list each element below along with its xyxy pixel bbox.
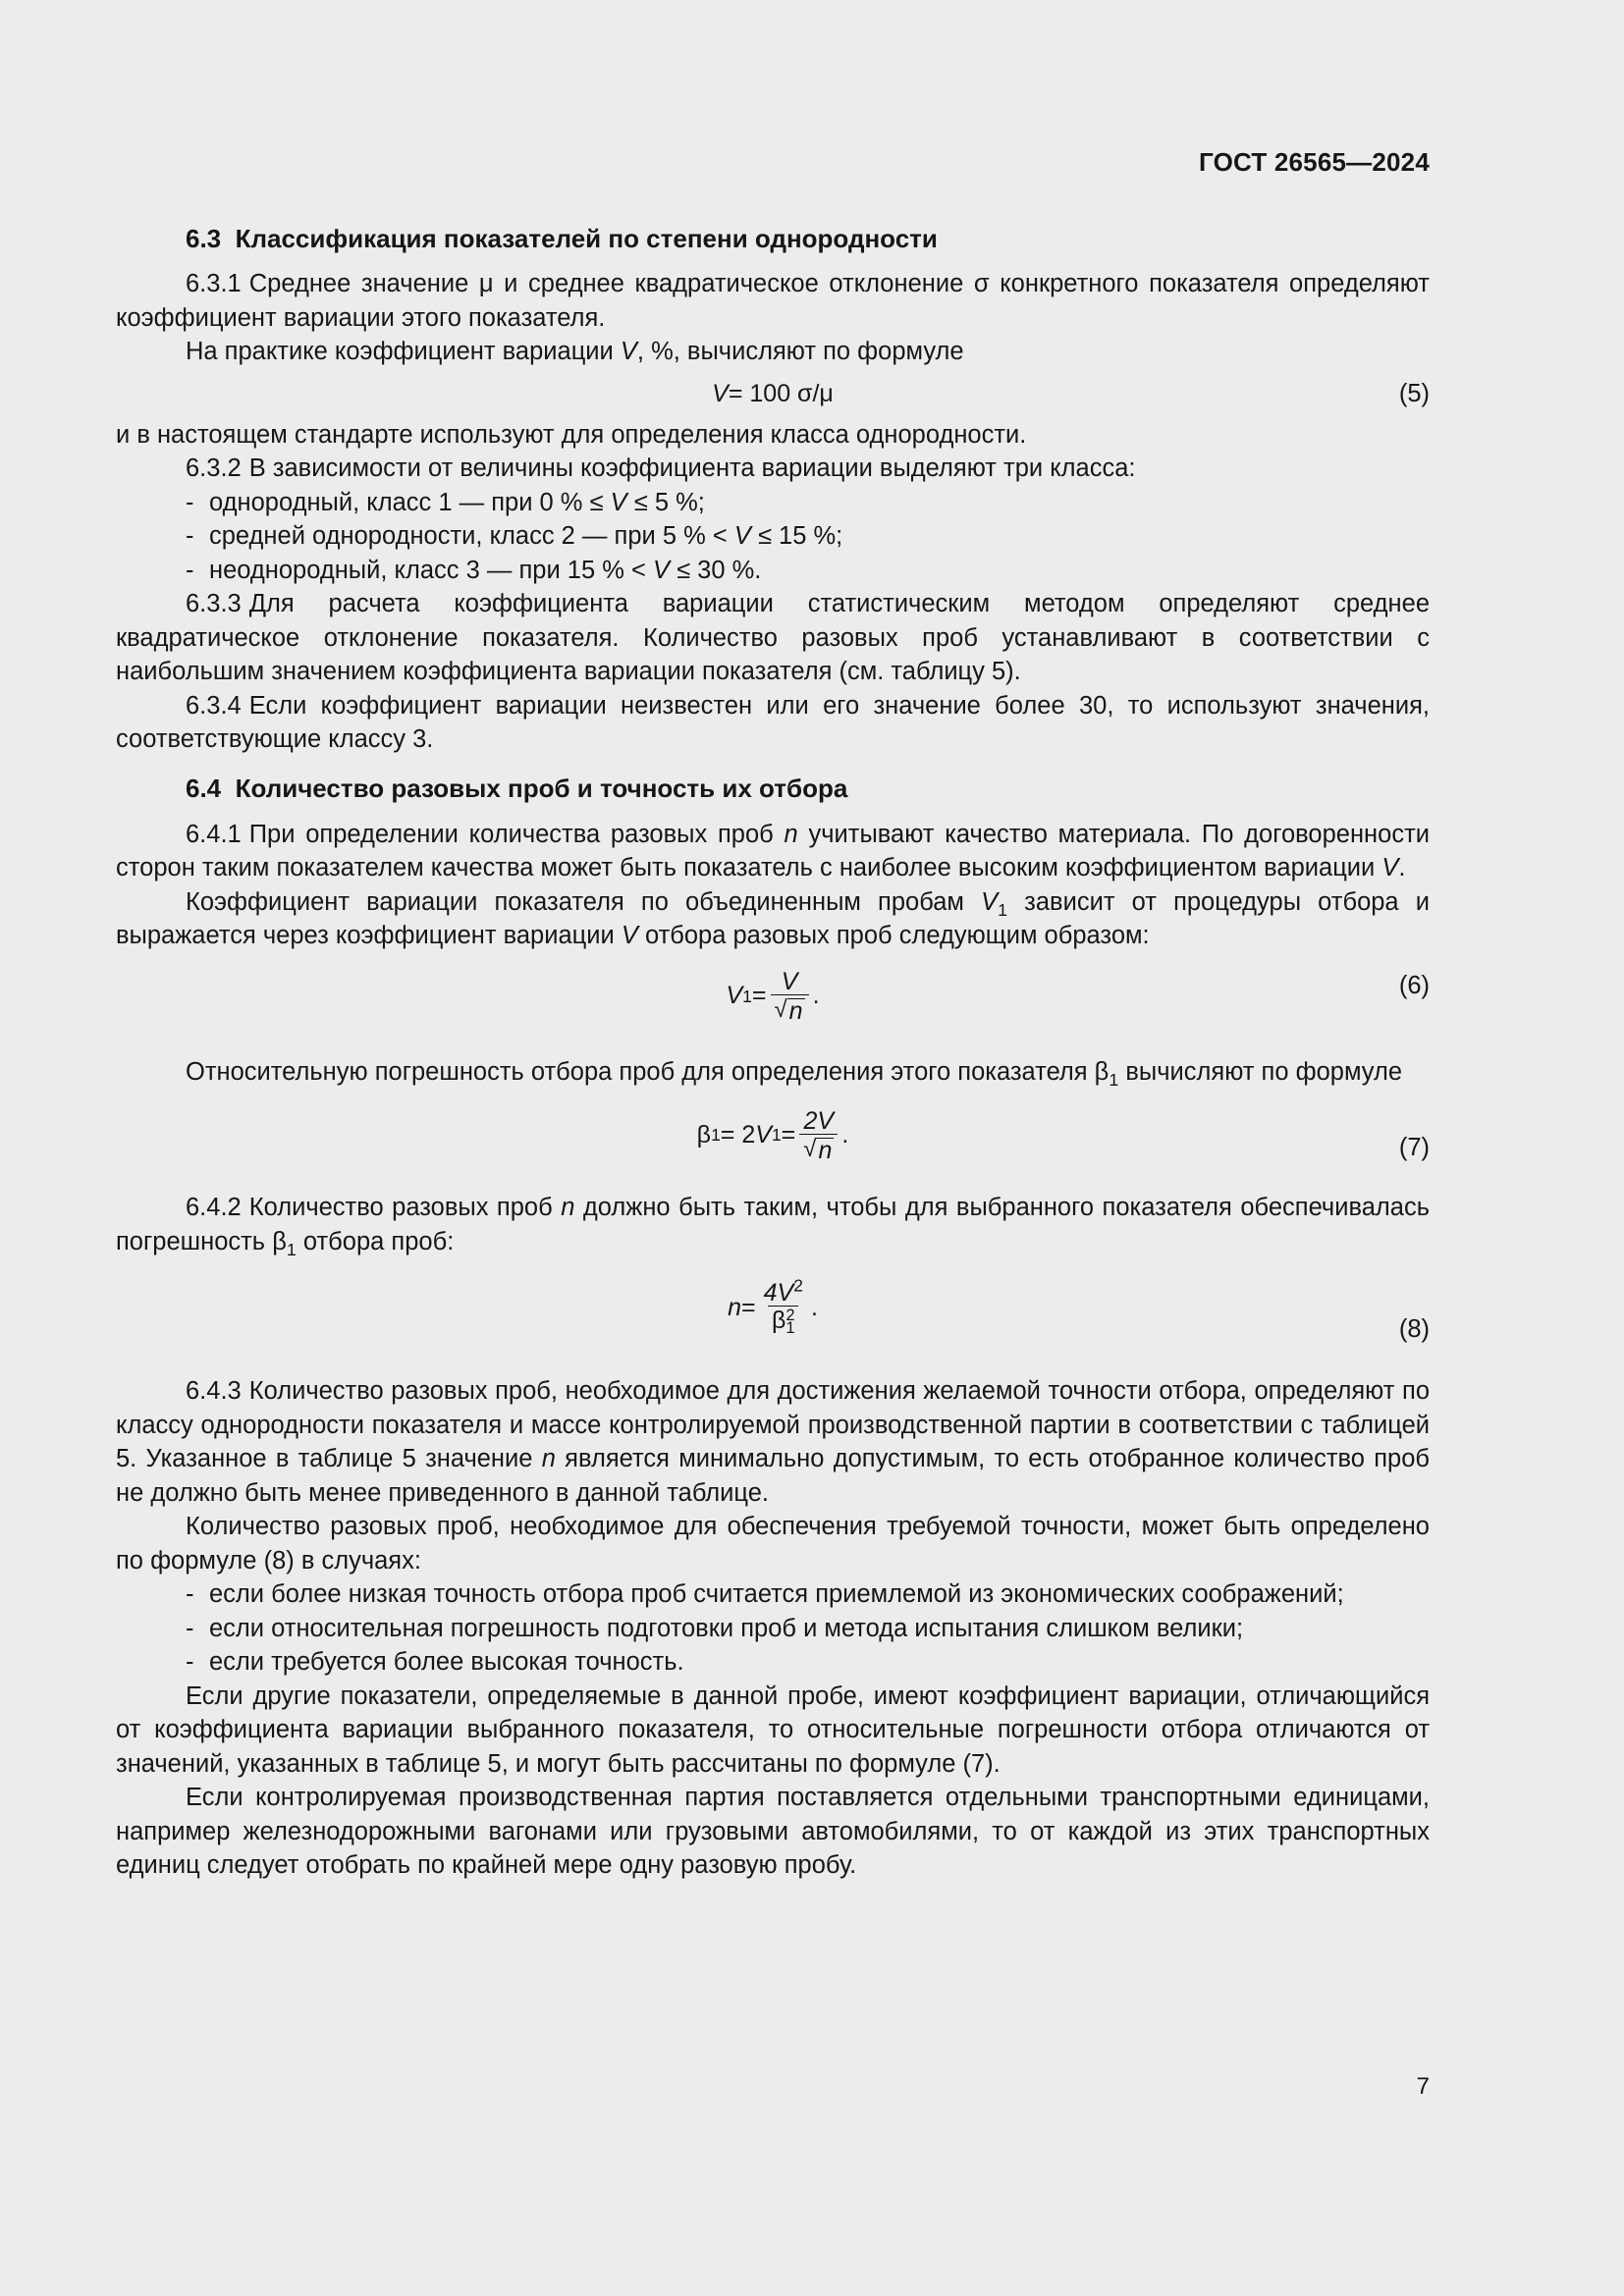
paragraph-text: учитывают качество материала. По договоренности сторон таким показателем качества может быть показатель с наиболее высоким коэффициентом вариации	[116, 820, 1430, 881]
spacer	[116, 1040, 1430, 1055]
list-text: если более низкая точность отбора проб считается приемлемой из экономических соображений;	[209, 1580, 1344, 1608]
radical-sign: √	[803, 1135, 817, 1162]
equation-number: (5)	[1398, 379, 1430, 407]
formula-period: .	[810, 1293, 818, 1321]
fraction	[760, 1275, 807, 1337]
paragraph-continuation: и в настоящем стандарте используют для определения класса однородности.	[116, 420, 1027, 449]
formula-period: .	[812, 982, 820, 1009]
formula-expression: V 1 = V √ n .	[726, 968, 820, 1025]
clause-number: 6.3.1	[186, 270, 242, 297]
list-text: средней однородности, класс 2 — при 5 % <	[209, 522, 734, 550]
list-dash: -	[186, 1580, 194, 1608]
equation-number: (6)	[1398, 971, 1430, 999]
formula-8	[116, 1258, 1430, 1357]
list-item-class-1	[116, 486, 1430, 520]
section-heading-6-4	[116, 772, 1430, 805]
page-number: 7	[1416, 2073, 1430, 2100]
list-text: однородный, класс 1 — при 0 % ≤	[209, 488, 611, 516]
formula-period: .	[841, 1120, 849, 1148]
list-item-case-2	[116, 1612, 1430, 1646]
fraction-denominator	[768, 1306, 798, 1337]
list-item-case-1	[116, 1577, 1430, 1612]
formula-rhs: = 100 σ/μ	[728, 379, 834, 407]
paragraph-text: Если коэффициент вариации неизвестен или его значение более 30, то используют значения, соответствующие классу 3.	[116, 691, 1430, 753]
list-item-class-2	[116, 519, 1430, 554]
formula-operator: = 2	[720, 1120, 756, 1148]
radicand: n	[788, 997, 803, 1025]
clause-number: 6.3.4	[186, 691, 242, 720]
paragraph-text: При определении количества разовых проб	[248, 820, 785, 848]
sqrt-symbol	[775, 997, 805, 1023]
list-text: ≤ 5 %;	[626, 488, 705, 516]
fraction-numerator	[760, 1275, 807, 1308]
variable-n: n	[561, 1194, 575, 1221]
paragraph-text: В зависимости от величины коэффициента вариации выделяют три класса:	[248, 454, 1136, 482]
paragraph-text: Для расчета коэффициента вариации статистическим методом определяют среднее квадратическое отклонение показателя. Количество разовых проб устанавливают в соответствии с наибольшим значением коэффициента вариации показателя (см. таблицу 5).	[116, 590, 1430, 685]
paragraph-6-4-1	[116, 818, 1430, 885]
superscript: 2	[785, 1306, 795, 1324]
paragraph-text: отбора разовых проб следующим образом:	[637, 922, 1150, 949]
formula-variable: n	[728, 1293, 741, 1321]
list-dash: -	[186, 556, 194, 584]
variable-v: V	[1381, 854, 1399, 881]
paragraph-6-3-2	[116, 452, 1430, 486]
superscript: 2	[793, 1275, 803, 1296]
paragraph-6-4-2	[116, 1191, 1430, 1258]
section-title: Классификация показателей по степени однородности	[235, 224, 938, 253]
variable-v: V	[733, 522, 751, 550]
symbol-beta: β	[772, 1307, 786, 1335]
section-title: Количество разовых проб и точность их отбора	[235, 773, 848, 803]
paragraph-text: вычисляют по формуле	[1118, 1057, 1403, 1086]
paragraph-cases-intro: Количество разовых проб, необходимое для обеспечения требуемой точности, может быть определено по формуле (8) в случаях:	[116, 1513, 1430, 1575]
clause-number: 6.3.3	[186, 590, 242, 617]
paragraph-text: , %, вычисляют по формуле	[636, 338, 964, 365]
radicand: n	[818, 1136, 833, 1164]
numerator-text: 4V	[763, 1279, 794, 1308]
paragraph-text: .	[1398, 854, 1406, 881]
document-body	[116, 222, 1430, 1883]
clause-number: 6.4.2	[186, 1194, 242, 1221]
clause-number: 6.4.3	[186, 1377, 242, 1405]
equation-number: (8)	[1398, 1315, 1430, 1343]
paragraph-text: зависит от процедуры отбора и выражается через коэффициент вариации	[116, 887, 1430, 949]
variable-v: V	[620, 338, 637, 365]
variable-v: V	[981, 887, 999, 916]
paragraph-formula-intro	[116, 335, 1430, 369]
paragraph-6-3-1	[116, 267, 1430, 335]
formula-expression	[728, 1258, 818, 1357]
section-heading-6-3	[116, 222, 1430, 255]
symbol-beta: β	[1094, 1057, 1110, 1086]
variable-v: V	[610, 488, 627, 516]
formula-expression	[712, 369, 834, 418]
paragraph-text: является минимально допустимым, то есть отобранное количество проб не должно быть менее приведенного в данной таблице.	[116, 1445, 1430, 1507]
list-text: ≤ 30 %.	[670, 556, 762, 584]
list-item-case-3	[116, 1645, 1430, 1680]
fraction-numerator: V	[781, 968, 798, 995]
clause-number: 6.4.1	[186, 820, 242, 848]
list-text: если относительная погрешность подготовки проб и метода испытания слишком велики;	[209, 1614, 1244, 1642]
variable-v: V	[652, 556, 670, 584]
paragraph-text: Количество разовых проб	[248, 1194, 562, 1221]
list-text: ≤ 15 %;	[750, 522, 843, 550]
variable-n: n	[541, 1445, 556, 1472]
formula-variable: V	[755, 1120, 772, 1148]
list-dash: -	[186, 488, 194, 516]
paragraph-6-3-4	[116, 689, 1430, 757]
subscript: 1	[998, 899, 1008, 920]
document-header: ГОСТ 26565—2024	[1199, 147, 1430, 177]
equation-number: (7)	[1398, 1134, 1430, 1162]
sqrt-symbol	[803, 1137, 834, 1162]
subscript: 1	[1109, 1069, 1119, 1090]
formula-variable: V	[712, 379, 729, 407]
fraction-denominator	[771, 994, 809, 1023]
fraction	[799, 1108, 838, 1162]
paragraph-text: Среднее значение μ и среднее квадратическое отклонение σ конкретного показателя определяют коэффициент вариации этого показателя.	[116, 270, 1430, 332]
list-item-class-3	[116, 554, 1430, 588]
list-text: неоднородный, класс 3 — при 15 % <	[209, 556, 653, 584]
paragraph-text: Коэффициент вариации показателя по объединенным пробам	[186, 887, 982, 916]
variable-v: V	[621, 922, 638, 949]
spacer	[116, 1181, 1430, 1191]
variable-n: n	[784, 820, 798, 848]
equals-sign: =	[751, 982, 767, 1009]
fraction	[771, 969, 809, 1023]
paragraph-text: На практике коэффициент вариации	[186, 338, 621, 365]
list-dash: -	[186, 1614, 194, 1642]
clause-number: 6.3.2	[186, 454, 242, 482]
formula-5	[116, 369, 1430, 418]
section-number: 6.4	[186, 773, 222, 803]
formula-6	[116, 953, 1430, 1040]
paragraph-beta-intro	[116, 1055, 1430, 1090]
radical-sign: √	[774, 996, 787, 1023]
paragraph-other-indicators: Если другие показатели, определяемые в данной пробе, имеют коэффициент вариации, отличающийся от коэффициента вариации выбранного показателя, то относительные погрешности отбора отличаются от значений, указанных в таблице 5, и могут быть рассчитаны по формуле (7).	[116, 1682, 1430, 1778]
paragraph-6-3-3	[116, 587, 1430, 689]
paragraph-transport-units: Если контролируемая производственная партия поставляется отдельными транспортными единицами, например железнодорожными вагонами или грузовыми автомобилями, то от каждой из этих транспортных единиц следует отобрать по крайней мере одну разовую пробу.	[116, 1784, 1430, 1879]
spacer	[116, 1357, 1430, 1374]
list-dash: -	[186, 522, 194, 550]
symbol-beta: β	[272, 1227, 287, 1255]
equals-sign: =	[741, 1293, 756, 1321]
subscript: 1	[286, 1239, 297, 1259]
fraction-numerator: 2V	[803, 1106, 835, 1135]
paragraph-6-4-3	[116, 1374, 1430, 1510]
list-text: если требуется более высокая точность.	[209, 1648, 684, 1676]
subscript: 1	[785, 1318, 795, 1337]
paragraph-text: должно быть таким, чтобы для выбранного показателя обеспечивалась погрешность	[116, 1194, 1430, 1255]
formula-expression: β 1 = 2 V 1 = 2V √ n .	[696, 1106, 849, 1164]
symbol-beta: β	[696, 1120, 712, 1148]
formula-variable: V	[726, 982, 743, 1009]
list-dash: -	[186, 1648, 194, 1676]
formula-7	[116, 1089, 1430, 1181]
paragraph-text: отбора проб:	[296, 1227, 455, 1255]
equals-sign: =	[781, 1120, 796, 1148]
section-number: 6.3	[186, 224, 222, 253]
paragraph-v1-intro	[116, 885, 1430, 953]
paragraph-text: Относительную погрешность отбора проб для определения этого показателя	[186, 1057, 1095, 1086]
paragraph-text: Количество разовых проб, необходимое для достижения желаемой точности отбора, определяют по классу однородности показателя и массе контролируемой производственной партии в соответствии с таблицей 5. Указанное в таблице 5 значение	[116, 1377, 1430, 1472]
fraction-denominator	[799, 1134, 838, 1162]
